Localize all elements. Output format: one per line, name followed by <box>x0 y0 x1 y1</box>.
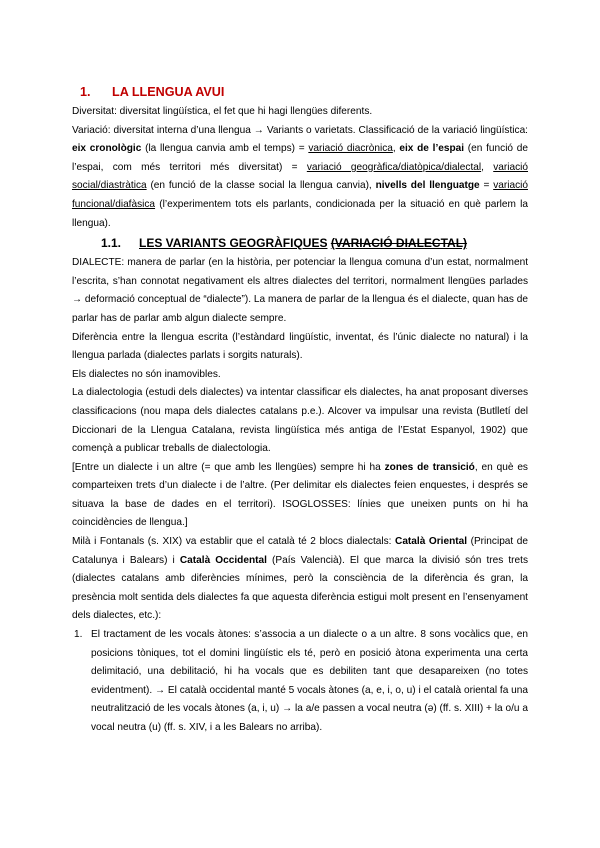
numbered-list <box>72 626 528 738</box>
subsection-title: LES VARIANTS GEOGRÀFIQUES <box>139 236 328 251</box>
term-nivells-llenguatge: nivells del llenguatge <box>375 180 480 192</box>
subsection-title-struck: (VARIACIÓ DIALECTAL) <box>330 236 468 251</box>
paragraph-dialecte: DIALECTE: manera de parlar (en la història, per potenciar la llengua comuna d’un estat, normalment l’escrita, s’han connotat negativament els altres dialectes del territori, normalment llengües parlades → deformació conceptual de “dialecte”). La manera de parlar de la llengua és el dialecte, quan has de parlar has de parlar amb algun dialecte sempre. <box>72 257 528 324</box>
term-eix-cronologic: eix cronològic <box>72 143 142 155</box>
list-item-text: El tractament de les vocals àtones: s’associa a un dialecte o a un altre. 8 sons vocàlics que, en posicions tòniques, tot el domini lingüístic els té, però en posició àtona experimenta una certa delimitació, una debilitació, hi ha vocals que es debiliten tant que desapareixen (no totes evidentment). → El català occidental manté 5 vocals àtones (a, e, i, o, u) i el català oriental fa una neutralització de les vocals àtones (a, i, u) → la a/e passen a vocal neutra (ə) (ff. s. XIII) + la o/u a vocal neutra (u) (ff. s. XIV, i a les Balears no arriba). <box>91 629 528 733</box>
term-variacio-funcional: variació funcional/diafàsica <box>72 180 528 210</box>
section-heading <box>80 83 528 101</box>
section-title: LA LLENGUA AVUI <box>112 85 225 99</box>
paragraph-dialectologia: La dialectologia (estudi dels dialectes) va intentar classificar els dialectes, ha anat proposant diverses classificacions (nou mapa dels dialectes catalans p.e.). Alcover va impulsar una revista (Butlletí del Diccionari de la Llengua Catalana, revista lingüística més antiga de l’Estat Espanyol, 1902) que començà a publicar treballs de dialectologia. <box>72 387 528 455</box>
section-number: 1. <box>80 85 91 99</box>
term-catala-oriental: Català Oriental <box>395 536 468 548</box>
paragraph-variacio: Variació: diversitat interna d’una llengua → Variants o varietats. Classificació de la variació lingüística: eix cronològic (la llengua canvia amb el temps) = variació diacrònica, eix de l’espai (en funció de l’espai, com més territori més diversitat) = variació geogràfica/diatòpica/dialectal, variació social/diastràtica (en funció de la classe social la llengua canvia), nivells del llenguatge = variació funcional/diafàsica (l’experimentem tots els parlants, condicionada per la situació en què parlem la llengua). <box>72 124 529 229</box>
term-eix-espai: eix de l’espai <box>399 143 465 155</box>
paragraph-mila: Milà i Fontanals (s. XIX) va establir que el català té 2 blocs dialectals: Català Oriental (Principat de Catalunya i Balears) i Català Occidental (País Valencià). El que marca la divisió són tres trets (dialectes catalans amb diferències mínimes, però la consciència de la diferència és gran, la presència molt sentida dels dialectes fa que aquesta diferència estigui molt present en l’ensenyament dels dialectes, etc.): <box>72 536 529 622</box>
term-variacio-geografica: variació geogràfica/diatòpica/dialectal <box>306 161 482 173</box>
term-variacio-social: variació social/diastràtica <box>72 161 529 192</box>
paragraph-diversitat: Diversitat: diversitat lingüística, el fet que hi hagi llengües diferents. <box>72 106 373 117</box>
list-item <box>72 626 528 738</box>
paragraph-inamovibles: Els dialectes no són inamovibles. <box>72 368 221 380</box>
term-zones-transicio: zones de transició <box>384 461 475 473</box>
term-catala-occidental: Català Occidental <box>179 554 267 566</box>
paragraph-diferencia: Diferència entre la llengua escrita (l’estàndard lingüístic, inventat, és l’únic dialecte no natural) i la llengua parlada (dialectes parlats i sorgits naturals). <box>72 331 528 362</box>
paragraph-transicio: [Entre un dialecte i un altre (= que amb les llengües) sempre hi ha zones de transició, en què es comparteixen trets d’un dialecte i de l’altre. (Per delimitar els dialectes feien enquestes, i després se situava la base de dades en el territori). ISOGLOSSES: línies que uneixen punts on hi ha coincidències de llengua.] <box>72 461 528 529</box>
document-body <box>72 83 528 738</box>
subsection-heading <box>101 233 528 253</box>
subsection-number: 1.1. <box>101 236 122 251</box>
list-item-marker: 1. <box>74 629 83 641</box>
term-variacio-diacronica: variació diacrònica <box>308 143 393 155</box>
